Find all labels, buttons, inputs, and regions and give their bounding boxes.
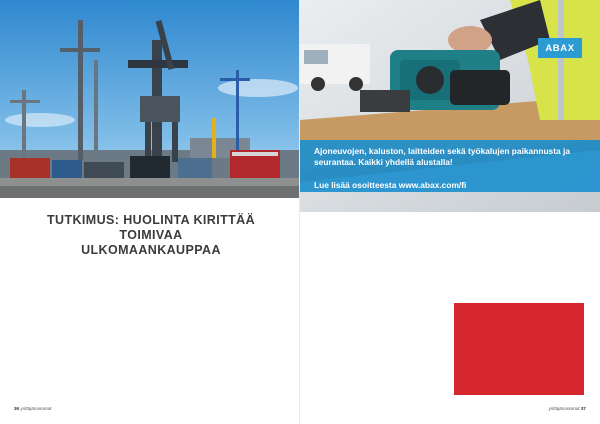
page-number-right: 37 <box>580 406 586 411</box>
page-number-left: 36 <box>14 406 20 411</box>
folio-left <box>14 406 52 411</box>
fact-box <box>454 303 584 395</box>
harbor-photo <box>0 0 300 198</box>
headline-line-1: TUTKIMUS: HUOLINTA KIRITTÄÄ TOIMIVAA <box>47 213 255 242</box>
article-headline <box>20 213 282 258</box>
folio-right <box>548 406 586 411</box>
ad-url: Lue lisää osoitteesta www.abax.com/fi <box>314 180 467 190</box>
headline-line-2: ULKOMAANKAUPPAA <box>81 243 221 257</box>
ad-headline: Ajoneuvojen, kaluston, laitteiden sekä työkalujen paikannusta ja seurantaa. Kaikki yhdellä alustalla! <box>314 146 570 167</box>
magazine-name-right: yrittäjäsanomat <box>548 406 580 411</box>
magazine-name-left: yrittäjäsanomat <box>20 406 52 411</box>
abax-logo: ABAX <box>538 38 582 58</box>
abax-advertisement <box>300 0 600 212</box>
harbor-cranes-illustration <box>0 0 300 198</box>
